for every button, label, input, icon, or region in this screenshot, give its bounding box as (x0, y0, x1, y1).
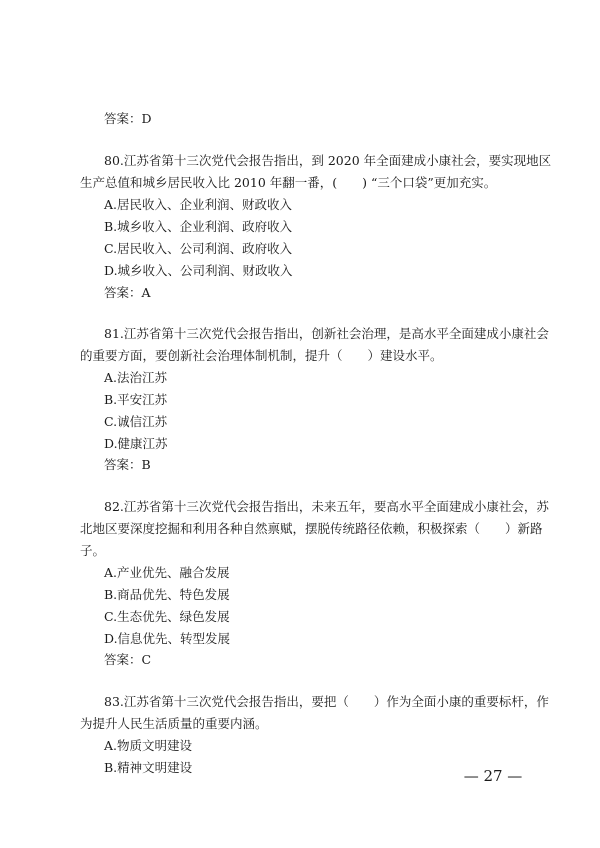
question-82-option-a: A.产业优先、融合发展 (104, 565, 230, 580)
question-82-option-b: B.商品优先、特色发展 (104, 587, 230, 602)
question-81-option-c: C.诚信江苏 (104, 414, 168, 429)
question-80-option-d: D.城乡收入、公司利润、财政收入 (104, 263, 293, 278)
question-80-option-c: C.居民收入、公司利润、政府收入 (104, 241, 293, 256)
question-82-line-1: 82.江苏省第十三次党代会报告指出，未来五年，要高水平全面建成小康社会，苏 (104, 499, 549, 514)
question-83-option-a: A.物质文明建设 (104, 738, 193, 753)
question-80-option-b: B.城乡收入、企业利润、政府收入 (104, 219, 293, 234)
question-82-line-3: 子。 (80, 543, 106, 558)
question-83-line-2: 为提升人民生活质量的重要内涵。 (80, 716, 268, 731)
question-81-line-2: 的重要方面，要创新社会治理体制机制，提升（ ）建设水平。 (80, 348, 443, 363)
question-81-option-d: D.健康江苏 (104, 436, 168, 451)
answer-line: 答案：D (104, 111, 152, 126)
page-number: — 27 — (463, 767, 523, 785)
question-82-answer: 答案：C (104, 652, 152, 667)
question-83-option-b: B.精神文明建设 (104, 760, 193, 775)
question-81-answer: 答案：B (104, 457, 151, 472)
question-82-option-c: C.生态优先、绿色发展 (104, 609, 230, 624)
question-82-option-d: D.信息优先、转型发展 (104, 631, 231, 646)
question-80-line-1: 80.江苏省第十三次党代会报告指出，到 2020 年全面建成小康社会，要实现地区 (104, 153, 552, 168)
question-83-line-1: 83.江苏省第十三次党代会报告指出，要把（ ）作为全面小康的重要标杆，作 (104, 694, 549, 709)
question-82-line-2: 北地区要深度挖掘和利用各种自然禀赋，摆脱传统路径依赖，积极探索（ ）新路 (80, 521, 543, 536)
question-81-line-1: 81.江苏省第十三次党代会报告指出，创新社会治理，是高水平全面建成小康社会 (104, 326, 549, 341)
question-81-option-b: B.平安江苏 (104, 392, 168, 407)
question-80-answer: 答案：A (104, 285, 151, 300)
question-81-option-a: A.法治江苏 (104, 370, 168, 385)
question-80-line-2: 生产总值和城乡居民收入比 2010 年翻一番，( ) “三个口袋”更加充实。 (80, 175, 497, 190)
question-80-option-a: A.居民收入、企业利润、财政收入 (104, 197, 293, 212)
